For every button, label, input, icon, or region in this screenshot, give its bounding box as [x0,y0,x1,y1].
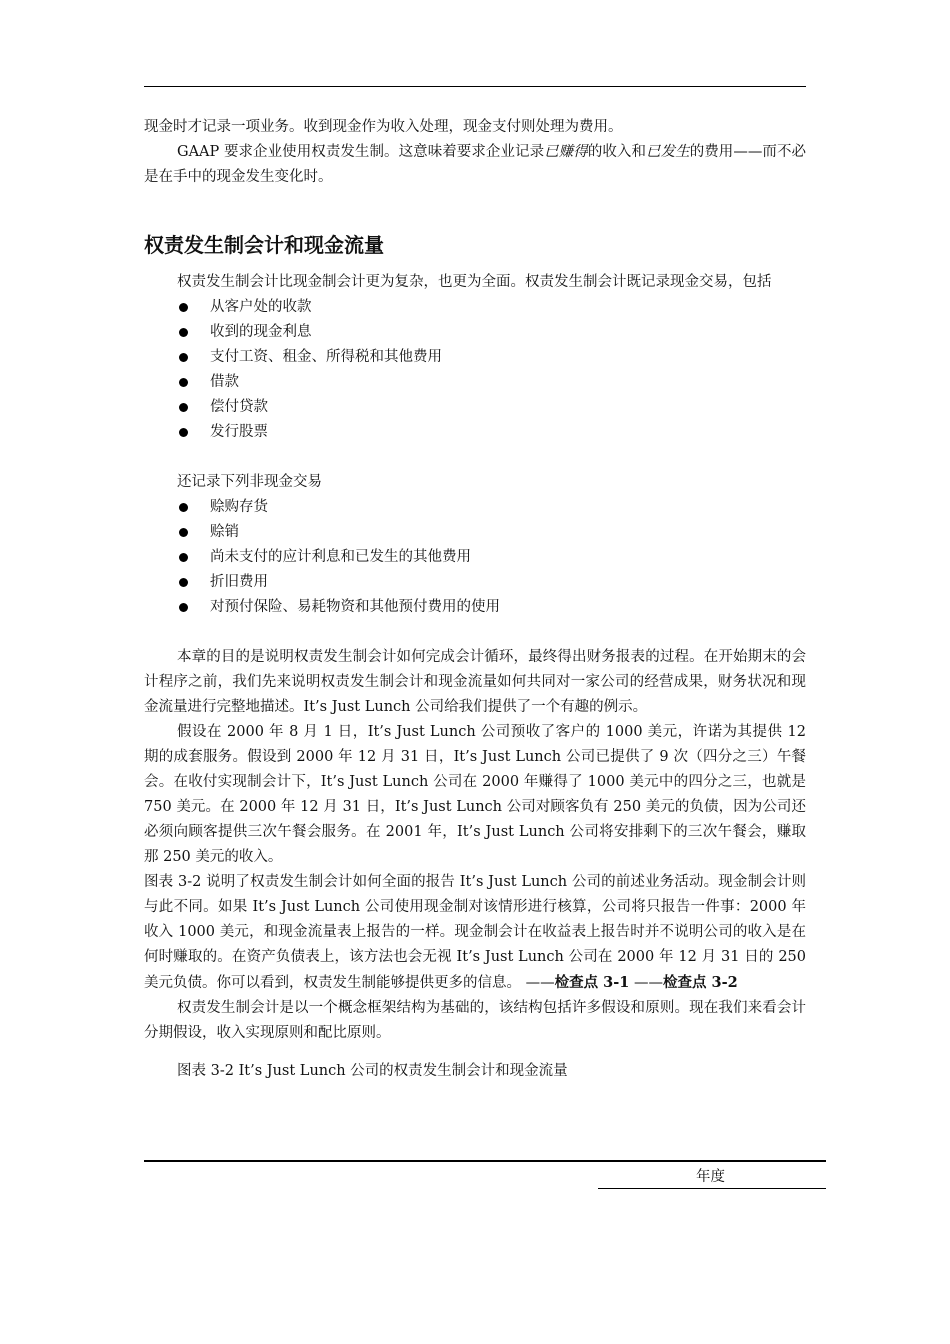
checkpoint-3-2-link[interactable]: 检查点 3-2 [662,974,738,991]
paragraph-purpose: 本章的目的是说明权责发生制会计如何完成会计循环，最终得出财务报表的过程。在开始期末的会计程序之前，我们先来说明权责发生制会计和现金流量如何共同对一家公司的经营成果，财务状况和现金流量进行完整地描述。It’s Just Lunch 公司给我们提供了一个有趣的例示。 [144,649,806,715]
table-top-rule [144,1160,826,1162]
noncash-transaction-list [144,495,806,620]
year-header-rule [598,1188,826,1189]
list-item [144,545,806,570]
cash-transaction-list [144,295,806,445]
bullet-icon [179,428,188,437]
paragraph-example: 假设在 2000 年 8 月 1 日，It’s Just Lunch 公司预收了客户的 1000 美元，许诺为其提供 12 期的成套服务。假设到 2000 年 12 月 31 日，It’s Just Lunch 公司已提供了 9 次（四分之三）午餐会。在收付实现制会计下，It’s Just Lunch 公司在 2000 年赚得了 1000 美元中的四分之三，也就是 750 美元。在 2000 年 12 月 31 日，It’s Just Lunch 公司对顾客负有 250 美元的负债，因为公司还必须向顾客提供三次午餐会服务。在 2001 年，It’s Just Lunch 公司将安排剩下的三次午餐会，赚取那 250 美元的收入。 [144,724,806,865]
list-item [144,395,806,420]
header-rule [144,86,806,87]
list-item-text: 偿付贷款 [210,399,268,415]
paragraph-exhibit [144,870,806,996]
bullet-icon [179,553,188,562]
section-intro: 权责发生制会计比现金制会计更为复杂，也更为全面。权责发生制会计既记录现金交易，包括 [177,274,772,290]
list-item-text: 赊购存货 [210,499,268,515]
exhibit-caption: 图表 3-2 It’s Just Lunch 公司的权责发生制会计和现金流量 [177,1063,568,1079]
bullet-icon [179,578,188,587]
paragraph-gaap [144,140,806,190]
paragraph-continuation: 现金时才记录一项业务。收到现金作为收入处理，现金支付则处理为费用。 [144,119,623,135]
list-item-text: 收到的现金利息 [210,324,312,340]
list-item [144,595,806,620]
list-item-text: 尚未支付的应计利息和已发生的其他费用 [210,549,471,565]
noncash-intro: 还记录下列非现金交易 [177,474,322,490]
list-item-text: 赊销 [210,524,239,540]
list-item [144,520,806,545]
bullet-icon [179,528,188,537]
emphasis-incurred: 已发生 [646,144,690,160]
list-item [144,570,806,595]
bullet-icon [179,503,188,512]
bullet-icon [179,603,188,612]
list-item [144,420,806,445]
list-item [144,495,806,520]
bullet-icon [179,303,188,312]
section-heading: 权责发生制会计和现金流量 [144,233,384,257]
emphasis-earned: 已赚得 [544,144,588,160]
list-item [144,370,806,395]
list-item-text: 折旧费用 [210,574,268,590]
list-item-text: 发行股票 [210,424,268,440]
gaap-text-a: GAAP 要求企业使用权责发生制。这意味着要求企业记录 [177,144,545,160]
list-item [144,345,806,370]
gaap-text-b: 的收入和 [587,144,647,160]
checkpoint-3-1-link[interactable]: 检查点 3-1 [554,974,630,991]
year-column-header: 年度 [696,1169,725,1185]
paragraph-framework: 权责发生制会计是以一个概念框架结构为基础的，该结构包括许多假设和原则。现在我们来看会计分期假设，收入实现原则和配比原则。 [144,1000,806,1041]
document-body [144,115,806,1084]
checkpoint-separator: —— [629,975,663,991]
list-item [144,320,806,345]
exhibit-text: 图表 3-2 说明了权责发生制会计如何全面的报告 It’s Just Lunch 公司的前述业务活动。现金制会计则与此不同。如果 It’s Just Lunch 公司使用现金制对该情形进行核算，公司将只报告一件事：2000 年收入 1000 美元，和现金流量表上报告的一样。现金制会计在收益表上报告时并不说明公司的收入是在何时赚取的。在资产负债表上，该方法也会无视 It’s Just Lunch 公司在 2000 年 12 月 31 日的 250 美元负债。你可以看到，权责发生制能够提供更多的信息。 —— [144,874,806,991]
bullet-icon [179,378,188,387]
bullet-icon [179,403,188,412]
bullet-icon [179,328,188,337]
list-item-text: 对预付保险、易耗物资和其他预付费用的使用 [210,599,500,615]
list-item-text: 借款 [210,374,239,390]
gaap-text-c: 的费用——而不必是在手中的现金发生变化时。 [144,144,807,185]
list-item-text: 从客户处的收款 [210,299,312,315]
bullet-icon [179,353,188,362]
list-item-text: 支付工资、租金、所得税和其他费用 [210,349,442,365]
list-item [144,295,806,320]
